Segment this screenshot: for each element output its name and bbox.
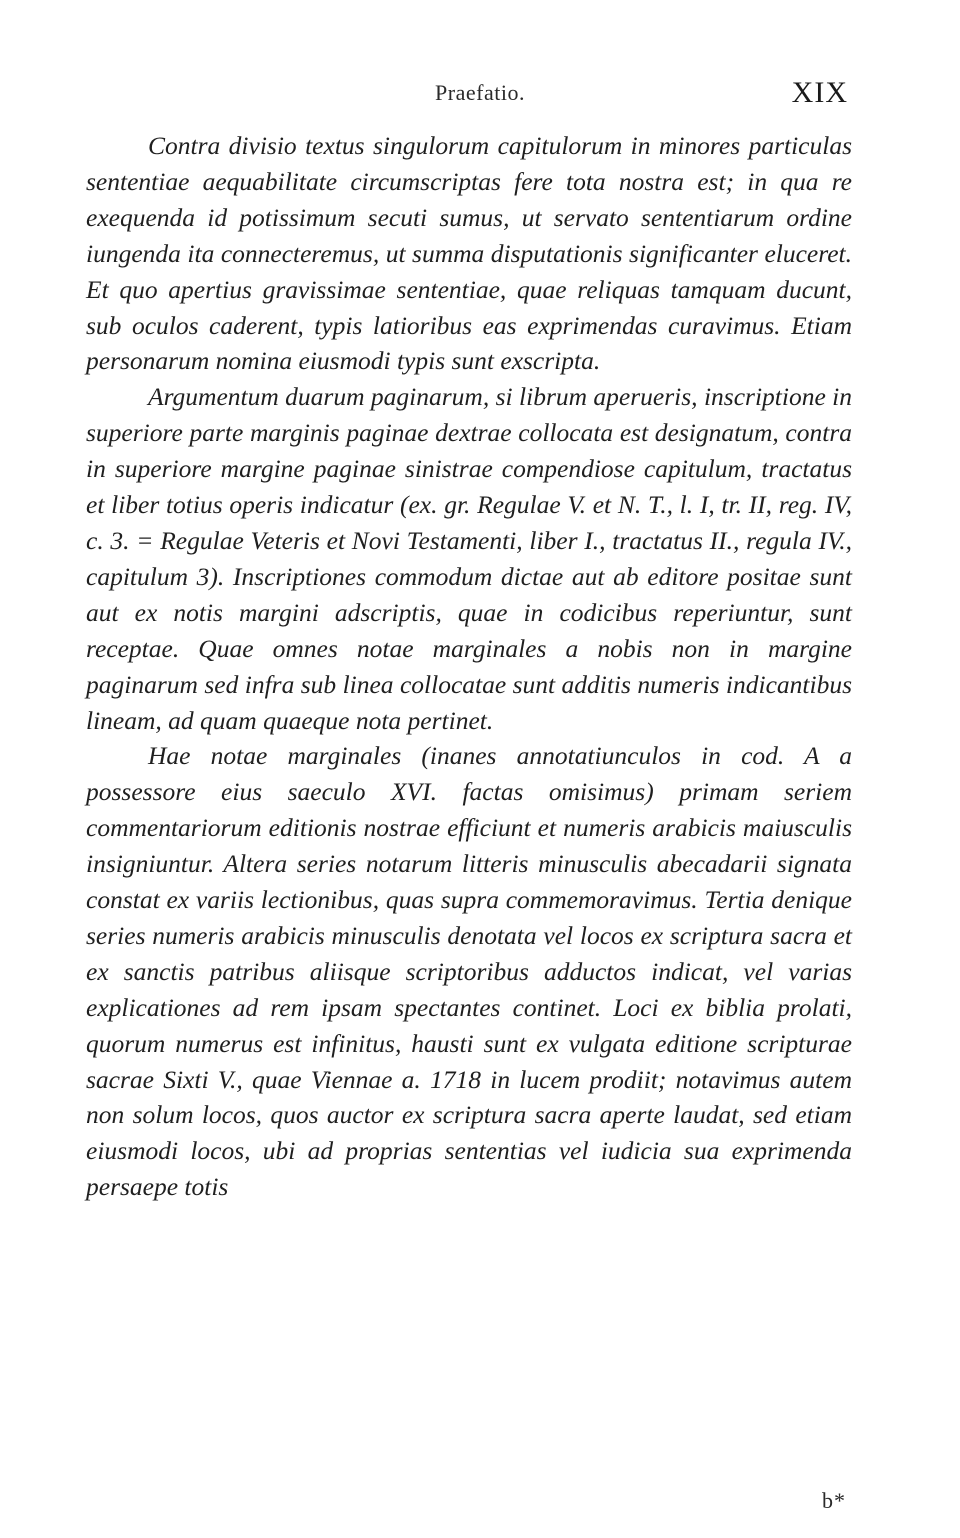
- paragraph-notae-marginales: Hae notae marginales (inanes annotatiunculos in cod. A a possessore eius saeculo XVI. factas omisimus) primam seriem commentariorum editionis nostrae efficiunt et numeris arabicis maiusculis insigniuntur. Altera series notarum litteris minusculis abecadarii signata constat ex variis lectionibus, quas supra commemoravimus. Tertia denique series numeris arabicis minusculis denotata vel locos ex scriptura sacra et ex sanctis patribus aliisque scriptoribus adductos indicat, vel varias explicationes ad rem ipsam spectantes continet. Loci ex biblia prolati, quorum numerus est infinitus, hausti sunt ex vulgata editione scripturae sacrae Sixti V., quae Viennae a. 1718 in lucem prodiit; notavimus autem non solum locos, quos auctor ex scriptura sacra aperte laudat, sed etiam eiusmodi locos, ubi ad proprias sententias vel iudicia sua exprimenda persaepe totis: [86, 741, 852, 1202]
- signature-mark: b*: [822, 1488, 846, 1513]
- running-head: [0, 76, 960, 116]
- running-title: Praefatio.: [435, 80, 525, 105]
- paragraph-division: Contra divisio textus singulorum capitulorum in minores particulas sententiae aequabilitate circumscriptas fere tota nostra est; in qua re exequenda id potissimum secuti sumus, ut servato sententiarum ordine iungenda ita connecteremus, ut summa disputationis significanter eluceret. Et quo apertius gravissimae sententiae, quae reliquas tamquam ducunt, sub oculos caderent, typis latioribus eas exprimendas curavimus. Etiam personarum nomina eiusmodi typis sunt exscripta.: [86, 131, 852, 376]
- paragraph-argumentum: Argumentum duarum paginarum, si librum aperueris, inscriptione in superiore parte marginis paginae dextrae collocata est designatum, contra in superiore margine paginae sinistrae compendiose capitulum, tractatus et liber totius operis indicatur (ex. gr. Regulae V. et N. T., l. I, tr. II, reg. IV, c. 3. = Regulae Veteris et Novi Testamenti, liber I., tractatus II., regula IV., capitulum 3). Inscriptiones commodum dictae aut ab editore positae sunt aut ex notis margini adscriptis, quae in codicibus reperiuntur, sunt receptae. Quae omnes notae marginales a nobis non in margine paginarum sed infra sub linea collocatae sunt additis numeris indicantibus lineam, ad quam quaeque nota pertinet.: [86, 382, 852, 735]
- page-number: XIX: [791, 76, 848, 109]
- body-text: [86, 128, 852, 1205]
